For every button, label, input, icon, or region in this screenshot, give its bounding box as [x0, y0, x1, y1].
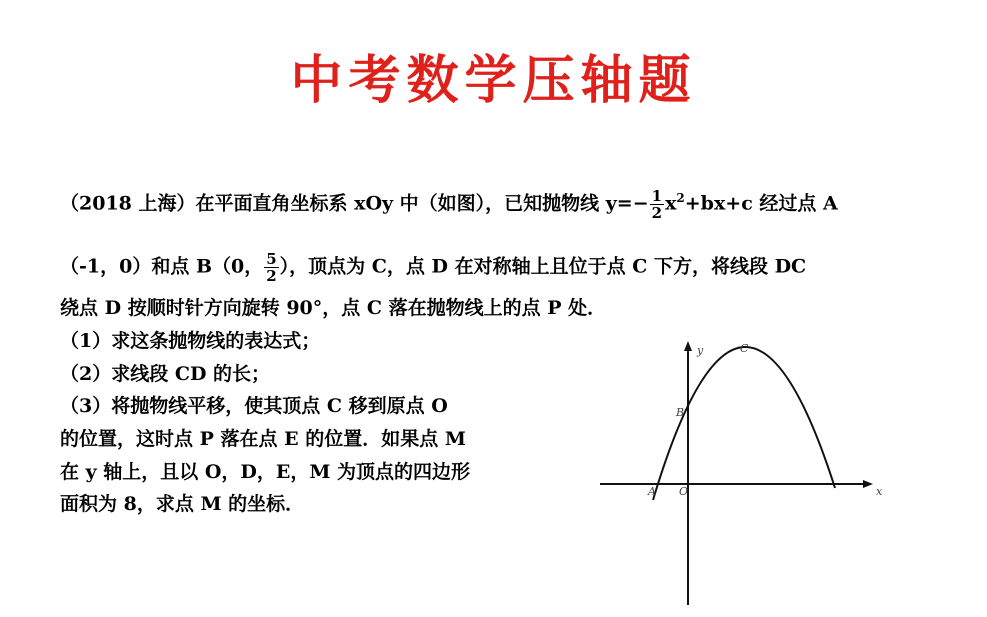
label-y: y [697, 344, 704, 357]
label-o: O [679, 485, 689, 498]
question-3-line-2: 的位置，这时点 P 落在点 E 的位置．如果点 M [60, 428, 466, 450]
label-c: C [740, 342, 749, 355]
label-x: x [876, 485, 883, 498]
exponent: 2 [676, 191, 685, 205]
problem-text: （2018 上海）在平面直角坐标系 xOy 中（如图），已知抛物线 y=− [60, 192, 649, 215]
fraction-one-half [650, 188, 664, 221]
label-b: B [676, 406, 685, 419]
question-3-line-3: 在 y 轴上，且以 O，D，E，M 为顶点的四边形 [60, 461, 471, 483]
page-title: 中考数学压轴题 [290, 51, 697, 111]
x-axis-arrow-icon [863, 480, 873, 488]
problem-line-3: 绕点 D 按顺时针方向旋转 90°，点 C 落在抛物线上的点 P 处． [60, 297, 607, 319]
fraction-numerator: 5 [266, 250, 277, 268]
fraction-denominator: 2 [266, 267, 277, 285]
problem-text: x [665, 192, 677, 215]
fraction-numerator: 1 [651, 186, 663, 205]
fraction-five-halves [264, 251, 278, 284]
problem-text: ），顶点为 C，点 D 在对称轴上且位于点 C 下方，将线段 DC [279, 255, 807, 278]
label-a: A [648, 485, 656, 498]
question-1: （1）求这条抛物线的表达式； [60, 330, 321, 352]
problem-text: （-1，0）和点 B（0， [60, 255, 264, 278]
problem-line-2 [60, 251, 806, 284]
question-2: （2）求线段 CD 的长； [60, 363, 271, 385]
y-axis-arrow-icon [684, 341, 692, 351]
fraction-denominator: 2 [651, 203, 663, 222]
parabola-curve [653, 347, 835, 500]
question-3-line-4: 面积为 8，求点 M 的坐标． [60, 493, 305, 515]
question-3-line-1: （3）将抛物线平移，使其顶点 C 移到原点 O [60, 395, 448, 417]
parabola-figure [595, 335, 895, 610]
problem-line-1 [60, 186, 838, 221]
problem-text: +bx+c 经过点 A [684, 192, 838, 215]
